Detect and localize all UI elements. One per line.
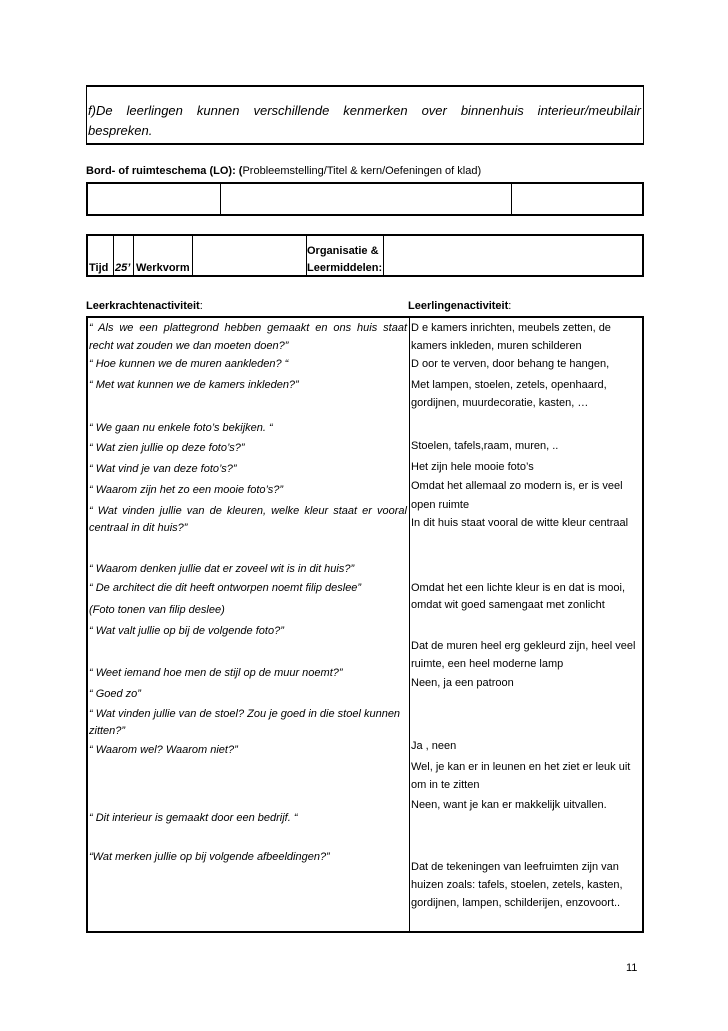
teacher-line: “ Dit interieur is gemaakt door een bedrijf. “: [89, 812, 298, 824]
student-line: Het zijn hele mooie foto’s: [411, 461, 534, 473]
leermiddelen-label: Leermiddelen:: [307, 262, 383, 274]
organisatie-label: Organisatie &: [307, 245, 379, 257]
learning-goal-line-2: bespreken.: [88, 123, 153, 138]
teacher-line: “ Hoe kunnen we de muren aankleden? “: [89, 358, 289, 370]
student-line: Dat de muren heel erg gekleurd zijn, heel veel: [411, 640, 636, 652]
student-activity-header: Leerlingenactiviteit:: [408, 300, 512, 312]
teacher-line: “ Waarom wel? Waarom niet?”: [89, 744, 238, 756]
teacher-line: “ Wat vinden jullie van de kleuren, welke kleur staat er vooral: [89, 505, 407, 517]
teacher-line: “ De architect die dit heeft ontworpen noemt filip deslee”: [89, 582, 362, 594]
student-line: D oor te verven, door behang te hangen,: [411, 358, 610, 370]
teacher-line: (Foto tonen van filip deslee): [89, 604, 225, 616]
teacher-line: recht wat zouden we dan moeten doen?”: [89, 340, 289, 352]
learning-goal-line-1: f)De leerlingen kunnen verschillende kenmerken over binnenhuis interieur/meubilair: [88, 103, 641, 118]
teacher-line: “ Als we een plattegrond hebben gemaakt en ons huis staat: [89, 322, 407, 334]
student-line: om in te zitten: [411, 779, 480, 791]
table-divider: [192, 236, 193, 275]
teacher-line: “ Met wat kunnen we de kamers inkleden?”: [89, 379, 299, 391]
tijd-label: Tijd: [89, 262, 109, 274]
teacher-line: “ We gaan nu enkele foto’s bekijken. “: [89, 422, 273, 434]
teacher-line: “ Wat vind je van deze foto’s?”: [89, 463, 237, 475]
teacher-line: “ Waarom denken jullie dat er zoveel wit is in dit huis?”: [89, 563, 355, 575]
student-line: Ja , neen: [411, 740, 457, 752]
board-schema-table: [86, 182, 644, 216]
teacher-line: centraal in dit huis?”: [89, 522, 188, 534]
student-line: ruimte, een heel moderne lamp: [411, 658, 564, 670]
student-line: gordijnen, muurdecoratie, kasten, …: [411, 397, 589, 409]
student-line: kamers inkleden, muren schilderen: [411, 340, 582, 352]
teacher-line: “ Waarom zijn het zo een mooie foto’s?”: [89, 484, 284, 496]
teacher-line: “ Wat vinden jullie van de stoel? Zou je goed in die stoel kunnen: [89, 708, 401, 720]
student-line: Dat de tekeningen van leefruimten zijn van: [411, 861, 619, 873]
teacher-line: “ Wat valt jullie op bij de volgende foto?”: [89, 625, 284, 637]
student-line: D e kamers inrichten, meubels zetten, de: [411, 322, 611, 334]
student-line: Neen, want je kan er makkelijk uitvallen.: [411, 799, 607, 811]
teacher-line: “Wat merken jullie op bij volgende afbeeldingen?”: [89, 851, 330, 863]
student-line: Wel, je kan er in leunen en het ziet er leuk uit: [411, 761, 631, 773]
student-line: Omdat het een lichte kleur is en dat is mooi,: [411, 582, 625, 594]
student-line: In dit huis staat vooral de witte kleur centraal: [411, 517, 629, 529]
teacher-line: “ Goed zo”: [89, 688, 141, 700]
student-line: gordijnen, lampen, schilderijen, enzovoort..: [411, 897, 621, 909]
werkvorm-label: Werkvorm: [136, 262, 190, 274]
student-line: omdat wit goed samengaat met zonlicht: [411, 599, 605, 611]
board-schema-label: Bord- of ruimteschema (LO): (Probleemstelling/Titel & kern/Oefeningen of klad): [86, 165, 482, 177]
table-divider: [220, 184, 221, 214]
student-line: Omdat het allemaal zo modern is, er is veel: [411, 480, 623, 492]
teacher-line: “ Wat zien jullie op deze foto’s?”: [89, 442, 245, 454]
table-divider: [133, 236, 134, 275]
teacher-line: “ Weet iemand hoe men de stijl op de muur noemt?”: [89, 667, 343, 679]
student-line: huizen zoals: tafels, stoelen, zetels, kasten,: [411, 879, 623, 891]
student-line: Neen, ja een patroon: [411, 677, 514, 689]
activity-table: [86, 316, 644, 933]
table-divider: [113, 236, 114, 275]
teacher-activity-header: Leerkrachtenactiviteit:: [86, 300, 203, 312]
student-line: Stoelen, tafels,raam, muren, ..: [411, 440, 559, 452]
lesson-info-table: [86, 234, 644, 277]
table-divider: [409, 318, 410, 931]
teacher-line: zitten?”: [89, 725, 126, 737]
table-divider: [511, 184, 512, 214]
duration-value: 25’: [115, 262, 131, 274]
page-number: 11: [626, 962, 638, 974]
student-line: Met lampen, stoelen, zetels, openhaard,: [411, 379, 607, 391]
learning-goal-box: [86, 85, 644, 145]
table-divider: [383, 236, 384, 275]
student-line: open ruimte: [411, 499, 470, 511]
